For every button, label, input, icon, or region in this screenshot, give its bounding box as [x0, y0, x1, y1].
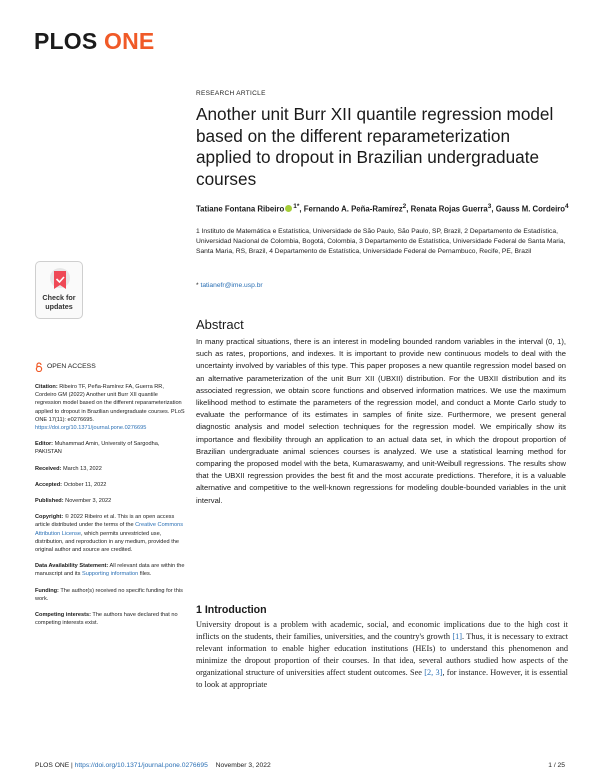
article-title: Another unit Burr XII quantile regression model based on the different reparameterization applied to dropout in Brazilian undergraduate courses	[196, 104, 554, 189]
data-availability-label: Data Availability Statement:	[35, 563, 109, 570]
intro-text: University dropout is a problem with academic, social, and economic implications due to the high cost it inflicts on the students, their families, universities, and the country's growth	[196, 620, 568, 641]
received-label: Received:	[35, 465, 62, 472]
copyright-block	[35, 513, 185, 554]
editor-label: Editor:	[35, 441, 54, 448]
citation-block	[35, 383, 185, 432]
author-name[interactable]: , Renata Rojas Guerra	[406, 204, 488, 214]
abstract-heading: Abstract	[196, 317, 244, 332]
check-updates-line2: updates	[45, 301, 73, 311]
plos-one-logo	[34, 28, 154, 55]
abstract-body: In many practical situations, there is an interest in modeling bounded random variables in the interval (0, 1), such as rates, proportions, and indexes. It is important to provide new continuous models to deal with the uncertainty involved by variables of this type. This paper proposes a new quantile regression model based on an alternative parameterization of the unit Burr XII (UBXII) distribution. For the UBXII distribution and its associated regression, we obtain score functions and observed information matrices. We use the maximum likelihood method to estimate the parameters of the regression model, and conduct a Monte Carlo study to evaluate the performance of its estimates in samples of finite size. Furthermore, we present general diagnostic analysis and model selection techniques for the regression model. We empirically show its importance and flexibility through an application to an actual data set, in which the dropout proportion of Brazilian undergraduate animal sciences courses is analyzed. We use a statistical learning method for comparing the proposed model with the beta, Kumaraswamy, and unit-Weibull regressions. The results show that the UBXII regression provides the best fit and the most accurate predictions. Therefore, it is a valuable alternative and competitive to the well-known regressions for modeling double-bounded variables in the unit interval.	[196, 337, 566, 505]
open-access-label	[35, 362, 185, 372]
published-text: November 3, 2022	[65, 498, 112, 505]
check-updates-line1: Check for	[42, 293, 76, 302]
citation-doi-link[interactable]: https://doi.org/10.1371/journal.pone.0276695	[35, 425, 147, 432]
copyright-text: © 2022 Ribeiro et al. This is an open access article distributed under the terms of the	[35, 514, 175, 529]
accepted-block	[35, 481, 185, 489]
open-access-text: OPEN ACCESS	[47, 362, 96, 370]
open-lock-icon	[35, 362, 43, 372]
author-name[interactable]: , Gauss M. Cordeiro	[491, 204, 566, 214]
author-affil-sup: 3	[487, 203, 492, 210]
published-block	[35, 497, 185, 505]
competing-interests-label: Competing interests:	[35, 612, 91, 619]
data-availability-text: All relevant data are within the manuscript and its	[35, 563, 185, 578]
intro-text: , for instance. However, it is essential to look at appropriate	[196, 668, 568, 689]
published-label: Published:	[35, 498, 64, 505]
citation-ref-link[interactable]: [1]	[452, 632, 463, 641]
competing-interests-block	[35, 611, 185, 627]
funding-label: Funding:	[35, 587, 59, 594]
bookmark-ribbon-icon	[48, 267, 72, 295]
email-star: *	[196, 282, 199, 289]
footer-doi-link[interactable]: https://doi.org/10.1371/journal.pone.0276695	[74, 762, 208, 769]
copyright-text-2: , which permits unrestricted use, distribution, and reproduction in any medium, provided the original author and source are credited.	[35, 530, 179, 554]
author-affil-sup: 4	[565, 203, 569, 210]
author-name[interactable]: Tatiane Fontana Ribeiro	[196, 204, 285, 214]
footer-journal: PLOS ONE	[35, 762, 70, 769]
funding-block	[35, 587, 185, 603]
affiliations: 1 Instituto de Matemática e Estatística, Universidade de São Paulo, São Paulo, SP, Brazil, 2 Departamento de Estadística, Universidad Nacional de Colombia, Bogotá, Colombia, 3 Departamento de Estatística, Universidade Federal de Santa Maria, Santa Maria, RS, Brazil, 4 Departamento de Estatística, Universidade Federal de Pernambuco, Recife, PE, Brazil	[196, 228, 566, 256]
check-for-updates-badge[interactable]	[35, 261, 83, 319]
intro-text: . Thus, it is necessary to extract relevant information to enable higher education institutions (HEIs) to understand this phenomenon and minimize the dropout proportion of their courses. In that idea, several authors studied how aspects of the organizational structure of universities affect student outcomes. See	[196, 632, 569, 677]
citation-text: Ribeiro TF, Peña-Ramírez FA, Guerra RR, Cordeiro GM (2022) Another unit Burr XII quantile regression model based on the different reparameterization applied to dropout in Brazilian undergraduate courses. PLoS ONE 17(11): e0276695.	[35, 384, 185, 423]
supporting-info-link[interactable]: Supporting information	[81, 571, 139, 578]
footer-separator: |	[69, 762, 75, 769]
author-affil-sup: 1*	[293, 203, 300, 210]
funding-text: The author(s) received no specific funding for this work.	[35, 587, 183, 602]
cc-license-link[interactable]: Creative Commons Attribution License	[35, 522, 184, 537]
article-info-sidebar	[35, 362, 185, 635]
introduction-heading: 1 Introduction	[196, 604, 267, 616]
citation-label: Citation:	[35, 384, 58, 390]
corresponding-email	[196, 282, 263, 289]
orcid-icon[interactable]	[285, 205, 292, 212]
data-availability-block	[35, 562, 185, 578]
article-type-label: RESEARCH ARTICLE	[196, 90, 266, 97]
logo-one-text: ONE	[104, 28, 155, 54]
received-block	[35, 465, 185, 473]
editor-text: Muhammad Amin, University of Sargodha, PAKISTAN	[35, 441, 160, 456]
citation-ref-link[interactable]: [2, 3]	[424, 668, 443, 677]
email-link[interactable]: tatianefr@ime.usp.br	[200, 282, 263, 289]
author-affil-sup: 2	[402, 203, 407, 210]
data-availability-text-2: files.	[139, 571, 152, 578]
received-text: March 13, 2022	[63, 465, 102, 472]
copyright-label: Copyright:	[35, 514, 64, 521]
accepted-label: Accepted:	[35, 481, 63, 488]
author-name[interactable]: , Fernando A. Peña-Ramírez	[299, 204, 403, 214]
editor-block	[35, 440, 185, 456]
footer-date: November 3, 2022	[215, 762, 271, 769]
logo-plos-text: PLOS	[34, 28, 98, 54]
accepted-text: October 11, 2022	[63, 481, 107, 488]
competing-interests-text: The authors have declared that no competing interests exist.	[35, 612, 178, 627]
author-list	[196, 201, 571, 216]
page-number: 1 / 25	[548, 762, 565, 769]
introduction-body	[196, 619, 568, 691]
